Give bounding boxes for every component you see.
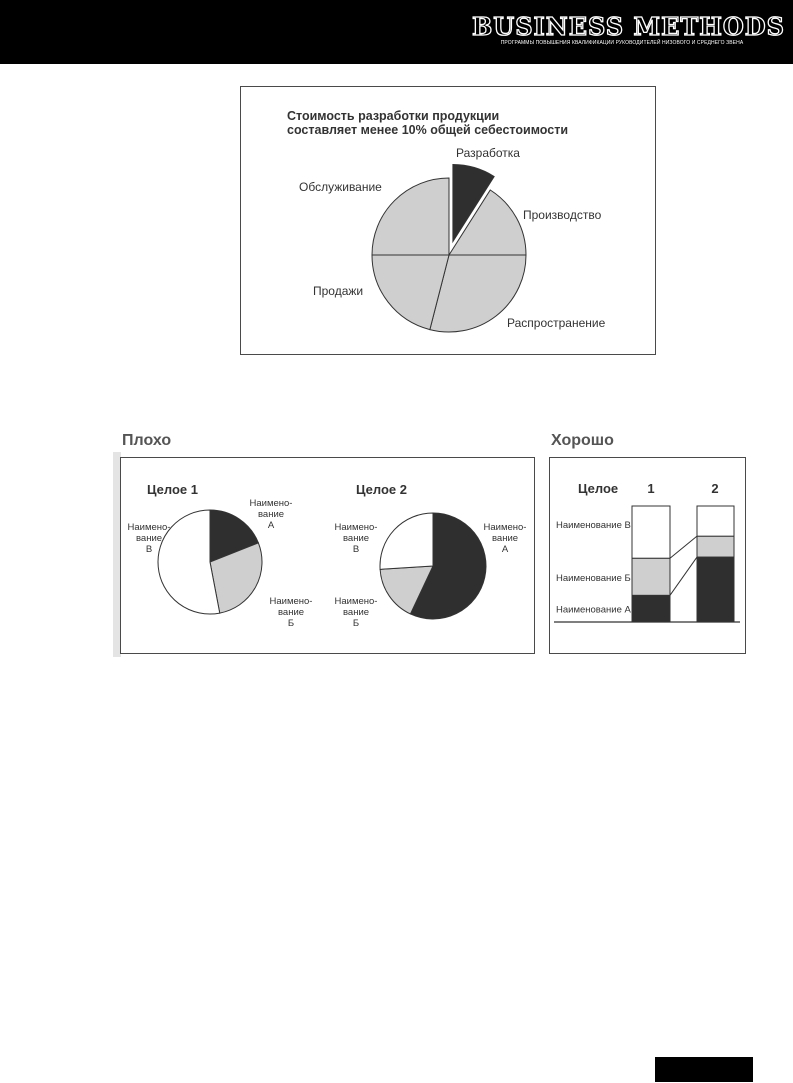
pie1-label-b-l2: вание (277, 607, 305, 618)
pie2-title: Целое 2 (356, 482, 407, 497)
pie2-label-c-l2: вание (342, 533, 370, 544)
header-bar (0, 0, 793, 64)
bar-connector-1 (670, 557, 697, 595)
pie2-label-b (335, 596, 378, 629)
pie2-label-b-l1: Наимено- (334, 596, 378, 607)
bar1-segment-2 (632, 558, 670, 595)
cost-pie-label-1: Разработка (456, 146, 520, 160)
bar2-segment-2 (697, 536, 734, 557)
bad-example-label: Плохо (122, 432, 172, 449)
good-example-label: Хорошо (551, 432, 614, 449)
good-example-frame (549, 457, 746, 654)
pie1-label-c-l2: вание (135, 533, 163, 544)
bar-connector-2 (670, 536, 697, 558)
pie2-label-a-l2: вание (491, 533, 519, 544)
pie2-label-c-l3: В (352, 544, 360, 555)
pie1-label-a (250, 498, 293, 531)
cost-pie-label-3: Распространение (507, 316, 606, 330)
page-footer-block (655, 1057, 753, 1082)
pie2-label-c (335, 522, 378, 555)
bar-legend-2: Наименование Б (556, 572, 631, 584)
pie1-label-b-l1: Наимено- (269, 596, 313, 607)
pie1-label-b (270, 596, 313, 629)
bar2-label: 2 (711, 481, 719, 496)
pie1-label-b-l3: Б (287, 618, 295, 629)
bad-example-frame (120, 457, 535, 654)
pie2-label-a (484, 522, 527, 555)
pie2-slice-3 (380, 513, 433, 569)
good-example-stacked-bars (550, 458, 745, 653)
cost-pie-chart-frame (240, 86, 656, 355)
bar1-segment-1 (632, 595, 670, 622)
pie1-label-a-l1: Наимено- (249, 498, 293, 509)
pie1-label-c-l3: В (145, 544, 153, 555)
cost-pie-chart (241, 87, 655, 354)
pie2-label-b-l3: Б (352, 618, 360, 629)
chart-title-line-2: составляет менее 10% общей себестоимости (287, 123, 568, 137)
pie2-label-b-l2: вание (342, 607, 370, 618)
pie1-title: Целое 1 (147, 482, 198, 497)
bad-example-pies (121, 458, 534, 653)
chart-title-line-1: Стоимость разработки продукции (287, 109, 500, 123)
pie1-label-c-l1: Наимено- (127, 522, 171, 533)
brand-logo (472, 12, 785, 47)
cost-pie-label-4: Продажи (313, 284, 364, 298)
bar-legend-3: Наименование В (556, 520, 631, 531)
pie2-label-c-l1: Наимено- (334, 522, 378, 533)
brand-title: BUSINESS METHODS (472, 12, 785, 41)
bar2-segment-1 (697, 557, 734, 622)
bar1-segment-3 (632, 506, 670, 558)
bar-legend-1: Наименование А (556, 604, 631, 616)
pie2-label-a-l1: Наимено- (483, 522, 527, 533)
pie1-label-a-l3: А (267, 520, 275, 531)
brand-subtitle: ПРОГРАММЫ ПОВЫШЕНИЯ КВАЛИФИКАЦИИ РУКОВОДИТЕЛЕЙ НИЗОВОГО И СРЕДНЕГО ЗВЕНА (500, 40, 744, 46)
bar1-label: 1 (647, 481, 655, 496)
pie1-label-a-l2: вание (257, 509, 285, 520)
cost-pie-label-5: Обслуживание (299, 180, 382, 194)
cost-pie-slice-5 (372, 178, 449, 255)
cost-pie-label-2: Производство (523, 208, 602, 222)
bar2-segment-3 (697, 506, 734, 536)
bars-title: Целое (578, 481, 619, 496)
pie2-label-a-l3: А (501, 544, 509, 555)
